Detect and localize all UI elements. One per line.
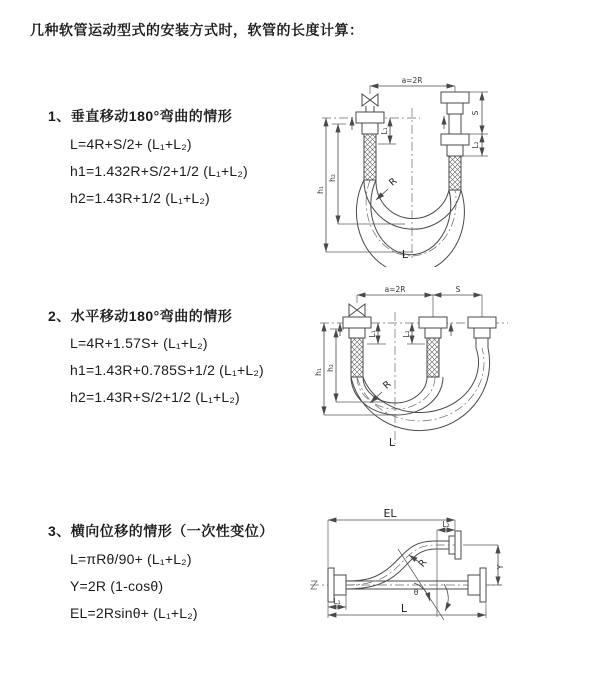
hose-arcs xyxy=(356,180,464,267)
pipe1-braided-hose xyxy=(351,338,363,377)
dim-label-r: R xyxy=(416,557,430,570)
dim-label-el: EL xyxy=(383,507,397,520)
dim-label-r: R xyxy=(387,175,400,189)
right-flange xyxy=(468,568,486,602)
section-2-formulas xyxy=(70,330,264,411)
formula-line: L=πRθ/90+ (L₁+L₂) xyxy=(70,551,192,567)
formula-line: EL=2Rsinθ+ (L₁+L₂) xyxy=(70,605,198,621)
formula-line: L=4R+S/2+ (L₁+L₂) xyxy=(70,136,192,152)
dim-label-h1: h₁ xyxy=(316,186,325,194)
diagram-horizontal-movement-180 xyxy=(312,282,597,454)
right-pipe-flanges xyxy=(441,92,469,156)
dimension-el xyxy=(328,507,455,570)
dim-label-l1: L₁ xyxy=(333,597,341,606)
dim-label-h2: h₂ xyxy=(328,174,337,182)
dim-label-theta: θ xyxy=(413,588,419,597)
section-2-heading: 2、水平移动180°弯曲的情形 xyxy=(48,308,233,324)
diagram-vertical-movement-180 xyxy=(310,72,595,267)
section-1-heading: 1、垂直移动180°弯曲的情形 xyxy=(48,108,233,124)
dimension-s xyxy=(469,92,488,134)
valve-icon xyxy=(362,94,378,112)
dimension-a2r xyxy=(357,285,482,317)
dimension-a2r xyxy=(370,76,455,94)
section-3-formulas xyxy=(70,546,198,627)
page-title: 几种软管运动型式的安装方式时，软管的长度计算： xyxy=(30,22,364,38)
pipe2-braided-hose xyxy=(427,338,439,377)
dim-label-l2: L₂ xyxy=(402,330,411,338)
dim-label-l2: L₂ xyxy=(442,520,450,529)
dim-label-a2r: a=2R xyxy=(384,285,406,294)
formula-line: h1=1.432R+S/2+1/2 (L₁+L₂) xyxy=(70,163,248,179)
dim-label-l: L xyxy=(400,602,408,615)
formula-line: h1=1.43R+0.785S+1/2 (L₁+L₂) xyxy=(70,362,264,378)
dim-label-h2: h₂ xyxy=(326,364,335,372)
dimension-l2 xyxy=(437,520,455,530)
diagram-lateral-displacement xyxy=(302,505,594,645)
dim-label-a2r: a=2R xyxy=(401,76,423,85)
formula-line: h2=1.43R+S/2+1/2 (L₁+L₂) xyxy=(70,389,240,405)
radius-leader xyxy=(370,379,394,403)
dim-label-s: S xyxy=(471,110,480,116)
formula-line: Y=2R (1-cosθ) xyxy=(70,578,164,594)
left-braided-hose xyxy=(364,134,376,180)
formula-line: L=4R+1.57S+ (L₁+L₂) xyxy=(70,335,208,351)
pipe2-flange xyxy=(419,317,447,338)
dim-label-l: L xyxy=(401,248,409,261)
dim-label-r: R xyxy=(381,378,394,392)
dim-label-y: Y xyxy=(496,564,505,570)
dim-label-l2: L₂ xyxy=(471,141,480,149)
valve-icon xyxy=(349,304,365,316)
hose-s-curve xyxy=(346,541,455,589)
right-braided-hose xyxy=(449,156,461,190)
radius-leader xyxy=(376,176,400,200)
section-1-formulas xyxy=(70,131,248,212)
dim-label-l1: L₁ xyxy=(368,330,377,338)
dim-label-l1: L₁ xyxy=(380,127,389,135)
dim-label-s: S xyxy=(455,285,461,294)
dim-label-l: L xyxy=(388,436,396,449)
pipe1-flange xyxy=(343,317,371,338)
hose-arcs xyxy=(351,348,490,431)
formula-line: h2=1.43R+1/2 (L₁+L₂) xyxy=(70,190,210,206)
dim-label-h1: h₁ xyxy=(314,368,323,376)
pipe3-flange xyxy=(468,317,496,348)
radius-leader xyxy=(409,555,430,569)
dimension-s xyxy=(433,285,482,295)
dimension-l xyxy=(328,602,486,618)
section-3-heading: 3、横向位移的情形（一次性变位） xyxy=(48,523,274,539)
